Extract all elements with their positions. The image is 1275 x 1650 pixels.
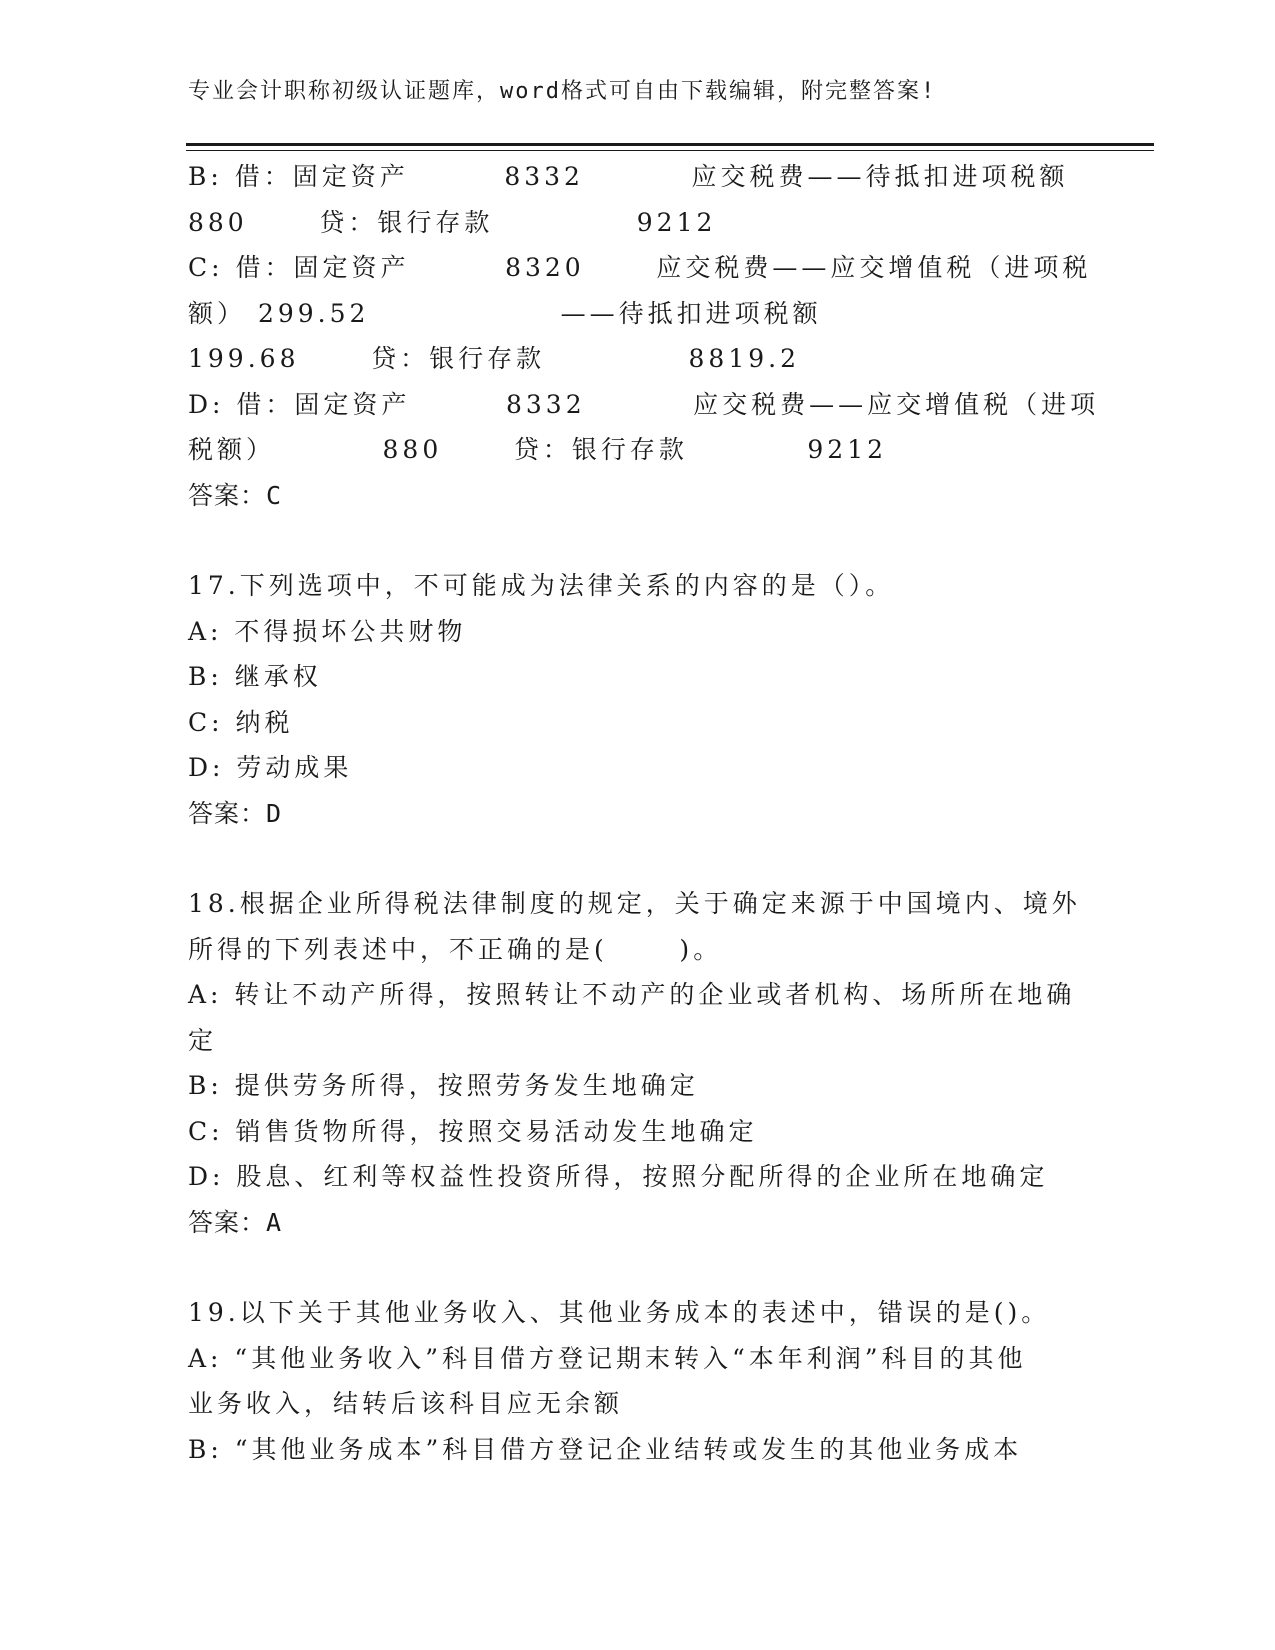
spacer <box>188 1245 1088 1290</box>
question-content <box>188 154 1100 1472</box>
q16-line: C: 借：固定资产 8320 应交税费——应交增值税（进项税 <box>188 253 1092 282</box>
q17-option-d: D: 劳动成果 <box>188 753 353 782</box>
q19-option-a: A: “其他业务收入”科目借方登记期末转入“本年利润”科目的其他 <box>188 1343 1027 1373</box>
q19-stem: 19.以下关于其他业务收入、其他业务成本的表述中，错误的是()。 <box>188 1298 1051 1327</box>
q16-line: D: 借：固定资产 8332 应交税费——应交增值税（进项 <box>188 389 1100 419</box>
q18-stem-line: 所得的下列表述中，不正确的是( )。 <box>188 934 723 964</box>
q18-option-a-cont: 定 <box>188 1025 218 1055</box>
header-rule-thick <box>186 143 1154 146</box>
question-19 <box>188 1290 1088 1472</box>
q18-option-b: B: 提供劳务所得，按照劳务发生地确定 <box>188 1071 699 1100</box>
question-16-tail <box>188 154 1100 518</box>
q17-answer: 答案：D <box>188 798 283 828</box>
q19-option-b: B: “其他业务成本”科目借方登记企业结转或发生的其他业务成本 <box>188 1434 1023 1464</box>
spacer <box>188 518 1088 563</box>
question-18 <box>188 881 1088 1245</box>
q18-option-a: A: 转让不动产所得，按照转让不动产的企业或者机构、场所所在地确 <box>188 980 1076 1009</box>
header-rule-thin <box>186 150 1154 151</box>
page-header: 专业会计职称初级认证题库，word格式可自由下载编辑，附完整答案! <box>188 79 937 104</box>
q17-option-b: B: 继承权 <box>188 662 322 691</box>
q16-line: 额） 299.52 ——待抵扣进项税额 <box>188 298 822 328</box>
q18-option-c: C: 销售货物所得，按照交易活动发生地确定 <box>188 1116 758 1146</box>
spacer <box>188 836 1088 881</box>
q17-stem: 17.下列选项中，不可能成为法律关系的内容的是（）。 <box>188 571 895 600</box>
q16-line: 税额） 880 贷：银行存款 9212 <box>188 435 888 464</box>
q18-stem-line: 18.根据企业所得税法律制度的规定，关于确定来源于中国境内、境外 <box>188 889 1081 918</box>
q17-option-a: A: 不得损坏公共财物 <box>188 616 467 646</box>
q16-line: 880 贷：银行存款 9212 <box>188 207 717 237</box>
q18-option-d: D: 股息、红利等权益性投资所得，按照分配所得的企业所在地确定 <box>188 1162 1049 1191</box>
q16-line: B: 借：固定资产 8332 应交税费——待抵扣进项税额 <box>188 162 1069 191</box>
q16-line: 199.68 贷：银行存款 8819.2 <box>188 344 800 373</box>
question-17 <box>188 563 1088 836</box>
q19-option-a-cont: 业务收入，结转后该科目应无余额 <box>188 1389 624 1418</box>
q18-answer: 答案：A <box>188 1207 283 1237</box>
q16-answer: 答案：C <box>188 480 283 510</box>
q17-option-c: C: 纳税 <box>188 707 294 737</box>
